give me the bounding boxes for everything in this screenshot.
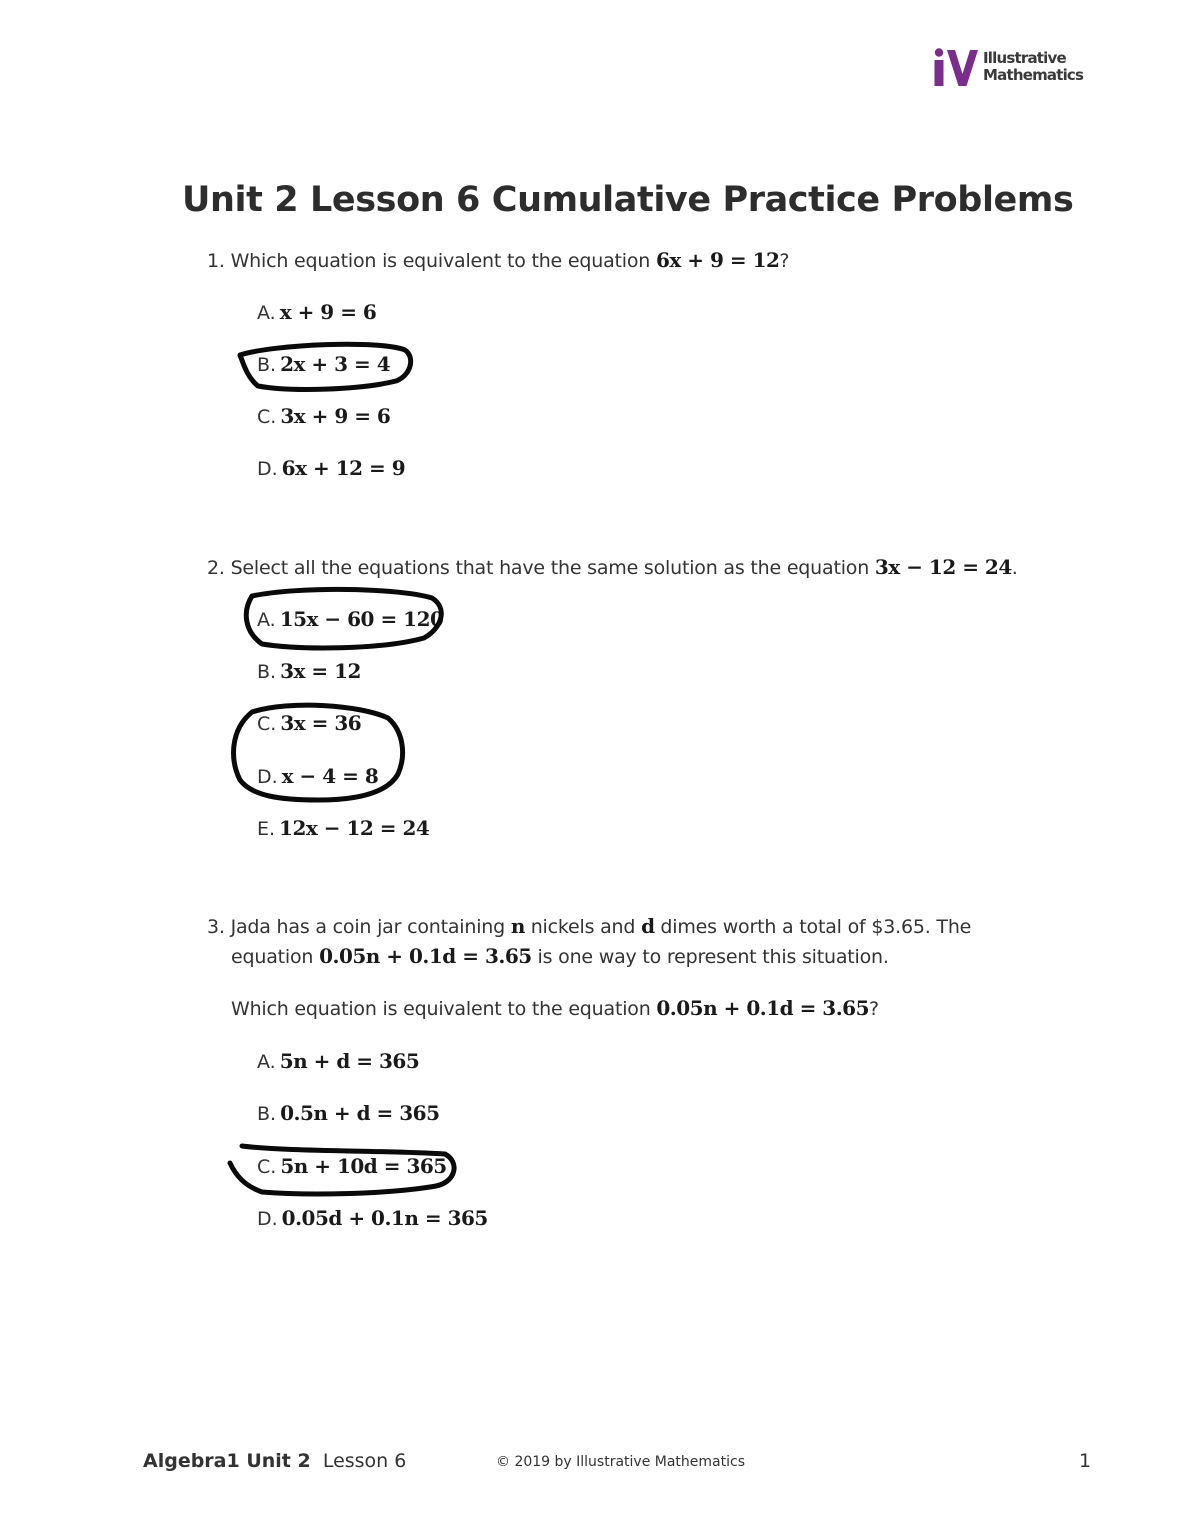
option-letter: D. (257, 1208, 278, 1230)
question-3-line-2 (231, 944, 889, 968)
question-2-option-a (257, 607, 443, 631)
option-equation: 3x = 36 (280, 711, 362, 735)
footer-course-label: Algebra1 Unit 2 (143, 1450, 311, 1472)
option-equation: 3x + 9 = 6 (280, 404, 391, 428)
option-equation: 3x = 12 (280, 659, 361, 683)
question-1-prompt (207, 248, 789, 272)
question-3-option-a (257, 1049, 419, 1073)
option-letter: B. (257, 1103, 277, 1125)
question-2-option-b (257, 659, 361, 683)
question-1-end: ? (779, 250, 790, 272)
question-3-line-1 (207, 914, 971, 938)
option-letter: C. (257, 1156, 277, 1178)
option-equation: 2x + 3 = 4 (280, 352, 391, 376)
question-3-text: equation (231, 946, 320, 968)
option-equation: 5n + 10d = 365 (280, 1154, 447, 1178)
variable-n: n (510, 914, 525, 938)
option-letter: B. (257, 661, 277, 683)
option-equation: 5n + d = 365 (279, 1049, 420, 1073)
option-letter: E. (257, 818, 276, 840)
variable-d: d (641, 914, 655, 938)
question-2-end: . (1011, 557, 1018, 579)
footer-lesson-label: Lesson 6 (322, 1450, 407, 1472)
question-2-text: 2. Select all the equations that have the same solution as the equation (207, 557, 875, 579)
question-2-option-d (257, 764, 378, 788)
question-3-option-d (257, 1206, 488, 1230)
im-logo-mark-icon (932, 48, 982, 88)
question-3-line-3 (231, 996, 879, 1020)
page-title: Unit 2 Lesson 6 Cumulative Practice Problems (182, 180, 1074, 220)
footer-course (143, 1450, 406, 1472)
question-2-option-e (257, 816, 429, 840)
option-letter: C. (257, 406, 277, 428)
question-2-option-c (257, 711, 361, 735)
question-3-equation: 0.05n + 0.1d = 3.65 (656, 996, 869, 1020)
page-number: 1 (1079, 1450, 1092, 1472)
question-2-prompt (207, 555, 1018, 579)
question-3-text: ? (869, 998, 879, 1020)
question-3-option-c (257, 1154, 447, 1178)
question-1-option-a (257, 300, 376, 324)
option-letter: B. (257, 354, 277, 376)
option-letter: A. (257, 1051, 276, 1073)
option-equation: x − 4 = 8 (281, 764, 379, 788)
option-equation: x + 9 = 6 (279, 300, 377, 324)
option-equation: 12x − 12 = 24 (279, 816, 430, 840)
option-equation: 0.5n + d = 365 (280, 1101, 440, 1125)
question-3-text: Which equation is equivalent to the equation (231, 998, 657, 1020)
question-1-option-b (257, 352, 390, 376)
option-letter: A. (257, 302, 276, 324)
question-3-text: nickels and (524, 916, 642, 938)
question-3-text: is one way to represent this situation. (531, 946, 889, 968)
option-equation: 0.05d + 0.1n = 365 (281, 1206, 488, 1230)
footer-copyright: © 2019 by Illustrative Mathematics (496, 1454, 745, 1470)
option-equation: 6x + 12 = 9 (281, 456, 406, 480)
logo-line-2: Mathematics (983, 66, 1084, 84)
option-letter: D. (257, 766, 278, 788)
question-3-text: dimes worth a total of $3.65. The (654, 916, 972, 938)
logo-wordmark (983, 50, 1083, 84)
question-1-text: 1. Which equation is equivalent to the equation (207, 250, 656, 272)
option-equation: 15x − 60 = 120 (279, 607, 444, 631)
question-1-option-d (257, 456, 405, 480)
logo-line-1: Illustrative (983, 49, 1066, 67)
question-1-option-c (257, 404, 390, 428)
question-2-equation: 3x − 12 = 24 (874, 555, 1012, 579)
option-letter: C. (257, 713, 277, 735)
illustrative-mathematics-logo (932, 48, 1102, 90)
question-3-text: 3. Jada has a coin jar containing (207, 916, 511, 938)
option-letter: D. (257, 458, 278, 480)
question-1-equation: 6x + 9 = 12 (655, 248, 780, 272)
question-3-option-b (257, 1101, 440, 1125)
question-3-equation: 0.05n + 0.1d = 3.65 (319, 944, 532, 968)
option-letter: A. (257, 609, 276, 631)
